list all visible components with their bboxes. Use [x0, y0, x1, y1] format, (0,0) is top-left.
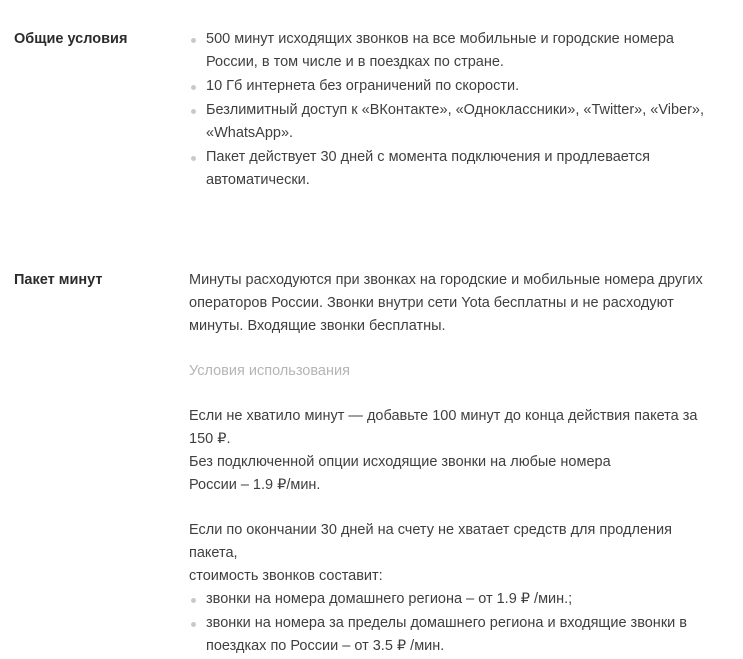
insufficient-funds-line-1: Если по окончании 30 дней на счету не хватает средств для продления пакета, [189, 522, 672, 561]
section-title-minutes-package: Пакет минут [14, 272, 103, 288]
section-body-minutes-package [189, 269, 709, 659]
extra-minutes-line-2: Без подключенной опции исходящие звонки на любые номера [189, 454, 611, 470]
insufficient-funds-paragraph [189, 519, 709, 588]
extra-minutes-paragraph [189, 405, 709, 497]
list-item: 500 минут исходящих звонков на все мобильные и городские номера России, в том числе и в поездках по стране. [189, 28, 709, 74]
list-item: 10 Гб интернета без ограничений по скорости. [189, 75, 709, 98]
general-terms-list [189, 28, 709, 192]
call-rates-list [189, 588, 709, 658]
list-item: Пакет действует 30 дней с момента подключения и продлевается автоматически. [189, 146, 709, 192]
extra-minutes-line-1: Если не хватило минут — добавьте 100 минут до конца действия пакета за 150 ₽. [189, 408, 698, 447]
section-body-general-terms [189, 28, 709, 193]
insufficient-funds-line-2: стоимость звонков составит: [189, 568, 383, 584]
section-title-general-terms: Общие условия [14, 31, 128, 47]
list-item: звонки на номера домашнего региона – от 1.9 ₽ /мин.; [189, 588, 709, 611]
list-item: Безлимитный доступ к «ВКонтакте», «Одноклассники», «Twitter», «Viber», «WhatsApp». [189, 99, 709, 145]
section-minutes-package [14, 269, 729, 659]
minutes-intro-paragraph: Минуты расходуются при звонках на городские и мобильные номера других операторов России. Звонки внутри сети Yota бесплатны и не расходуют минуты. Входящие звонки бесплатны. [189, 272, 703, 334]
section-divider-space [14, 193, 729, 269]
extra-minutes-line-3: России – 1.9 ₽/мин. [189, 477, 321, 493]
usage-conditions-subheading: Условия использования [189, 363, 350, 379]
list-item: звонки на номера за пределы домашнего региона и входящие звонки в поездках по России – от 3.5 ₽ /мин. [189, 612, 709, 658]
section-general-terms [14, 28, 729, 193]
